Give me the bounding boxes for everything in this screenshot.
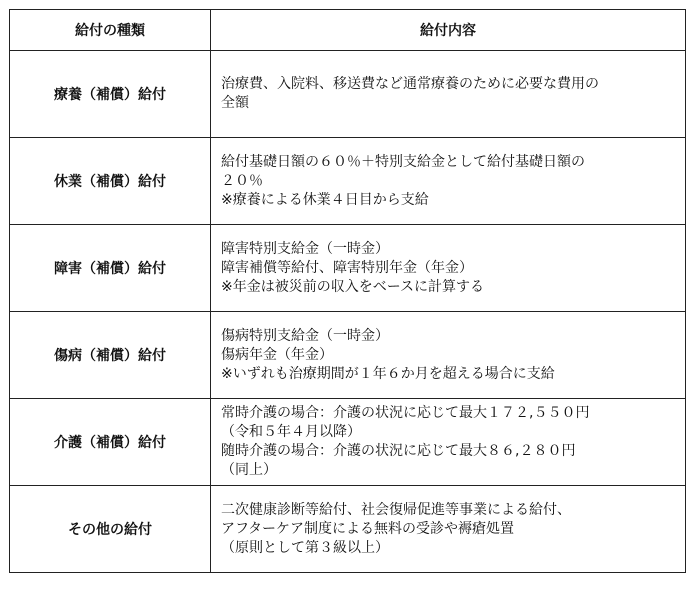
content-line: （令和５年４月以降） (221, 424, 361, 440)
benefit-content-cell (211, 225, 686, 312)
table-row (10, 51, 686, 138)
content-line: アフターケア制度による無料の受診や褥瘡処置 (221, 520, 515, 537)
content-line: （原則として第３級以上） (221, 539, 389, 556)
benefit-content-cell (211, 486, 686, 573)
content-line: ※療養による休業４日目から支給 (221, 191, 429, 208)
content-line: ２０％ (221, 172, 263, 189)
header-benefit-type: 給付の種類 (10, 10, 211, 51)
benefit-type-cell: 休業（補償）給付 (10, 138, 211, 225)
content-line: 全額 (221, 95, 249, 111)
table-row (10, 399, 686, 486)
content-line: 随時介護の場合：介護の状況に応じて最大８６,２８０円 (221, 443, 576, 459)
table-header-row (10, 10, 686, 51)
benefit-type-cell: 障害（補償）給付 (10, 225, 211, 312)
benefit-type-cell: 介護（補償）給付 (10, 399, 211, 486)
content-line: 二次健康診断等給付、社会復帰促進等事業による給付、 (221, 501, 571, 518)
content-line: 常時介護の場合：介護の状況に応じて最大１７２,５５０円 (221, 405, 590, 421)
benefit-content-cell (211, 399, 686, 486)
benefit-type-cell: その他の給付 (10, 486, 211, 573)
header-benefit-content: 給付内容 (211, 10, 686, 51)
table-row (10, 312, 686, 399)
content-line: 障害特別支給金（一時金） (221, 240, 389, 257)
content-line: 傷病年金（年金） (221, 346, 333, 363)
table-row (10, 486, 686, 573)
content-line: ※いずれも治療期間が１年６か月を超える場合に支給 (221, 365, 555, 382)
table-row (10, 138, 686, 225)
table-row (10, 225, 686, 312)
content-line: ※年金は被災前の収入をベースに計算する (221, 278, 485, 295)
content-line: （同上） (221, 462, 277, 478)
content-line: 障害補償等給付、障害特別年金（年金） (221, 259, 473, 276)
benefit-type-cell: 療養（補償）給付 (10, 51, 211, 138)
benefit-type-cell: 傷病（補償）給付 (10, 312, 211, 399)
benefit-content-cell (211, 138, 686, 225)
content-line: 傷病特別支給金（一時金） (221, 327, 389, 344)
benefit-content-cell (211, 312, 686, 399)
benefits-table (9, 9, 686, 573)
benefit-content-cell (211, 51, 686, 138)
content-line: 治療費、入院料、移送費など通常療養のために必要な費用の (221, 76, 599, 92)
content-line: 給付基礎日額の６０％＋特別支給金として給付基礎日額の (221, 153, 585, 170)
